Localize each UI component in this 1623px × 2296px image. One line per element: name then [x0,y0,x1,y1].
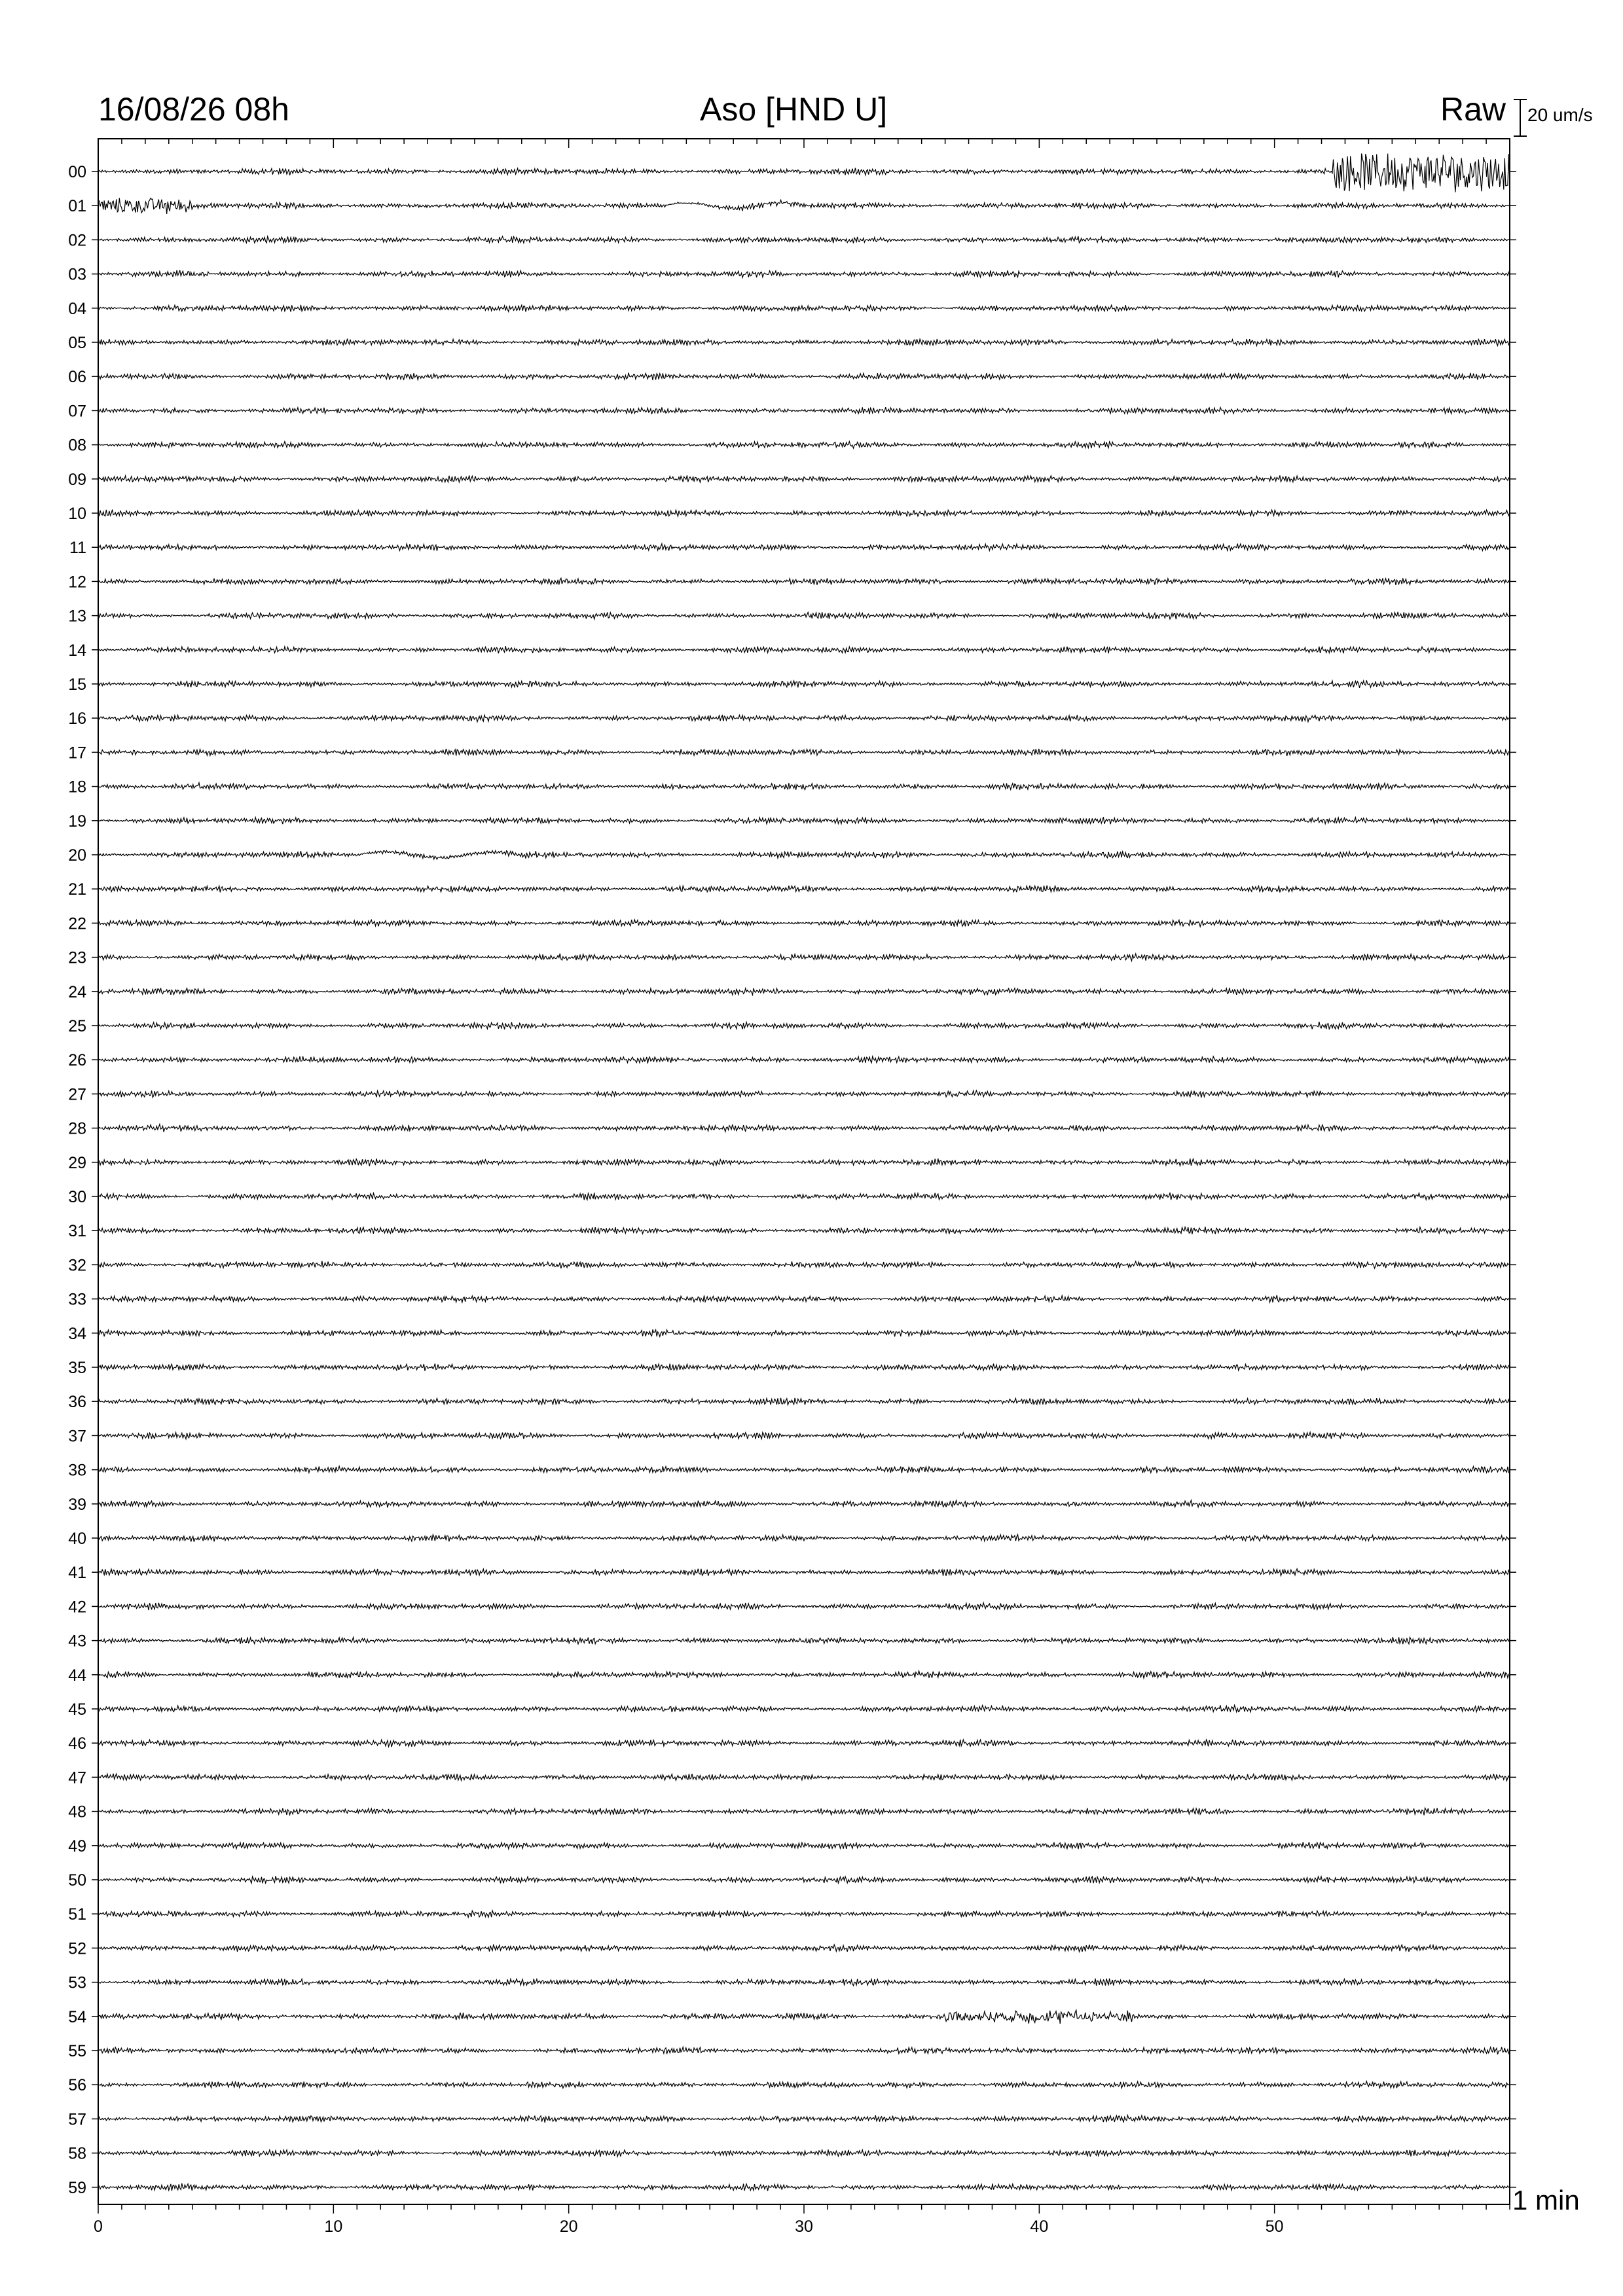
trace-12 [98,578,1510,585]
row-label: 47 [68,1768,86,1787]
trace-22 [98,920,1510,927]
row-label: 34 [68,1324,86,1343]
row-labels [68,163,1516,2197]
row-label: 42 [68,1598,86,1617]
x-unit-label: 1 min [1512,2185,1580,2215]
row-label: 20 [68,846,86,865]
row-label: 16 [68,709,86,728]
trace-56 [98,2081,1510,2089]
trace-44 [98,1671,1510,1678]
row-label: 08 [68,436,86,455]
row-label: 48 [68,1803,86,1821]
trace-40 [98,1535,1510,1542]
trace-10 [98,510,1510,517]
trace-50 [98,1876,1510,1883]
trace-19 [98,817,1510,824]
row-label: 39 [68,1495,86,1514]
row-label: 11 [69,539,86,558]
row-label: 41 [68,1564,86,1583]
trace-48 [98,1808,1510,1815]
trace-30 [98,1193,1510,1200]
row-label: 46 [68,1734,86,1753]
scale-label: 20 um/s [1527,105,1593,125]
trace-05 [98,339,1510,346]
trace-58 [98,2149,1510,2157]
row-label: 54 [68,2007,86,2026]
row-label: 51 [68,1905,86,1924]
x-tick-label: 10 [324,2217,343,2236]
trace-41 [98,1569,1510,1576]
row-label: 02 [68,231,86,250]
station-label: Aso [HND U] [700,91,888,128]
trace-43 [98,1637,1510,1644]
trace-03 [98,270,1510,278]
row-label: 24 [68,982,86,1001]
row-label: 09 [68,470,86,489]
trace-42 [98,1603,1510,1610]
trace-59 [98,2183,1510,2191]
mode-label: Raw [1440,91,1506,128]
trace-11 [98,544,1510,551]
trace-00 [98,154,1510,192]
trace-55 [98,2047,1510,2054]
row-label: 50 [68,1871,86,1890]
trace-49 [98,1842,1510,1850]
date-label: 16/08/26 08h [98,91,289,128]
trace-36 [98,1398,1510,1405]
row-label: 31 [68,1222,86,1241]
row-label: 23 [68,948,86,967]
trace-14 [98,646,1510,653]
row-label: 12 [68,573,86,592]
x-tick-label: 40 [1030,2217,1049,2236]
trace-26 [98,1056,1510,1064]
trace-25 [98,1022,1510,1030]
scale-bar [1514,99,1527,136]
row-label: 06 [68,368,86,387]
row-label: 01 [68,197,86,216]
row-label: 57 [68,2110,86,2129]
row-label: 00 [68,163,86,181]
row-label: 49 [68,1837,86,1856]
x-tick-label: 50 [1265,2217,1284,2236]
row-label: 44 [68,1666,86,1685]
plot-frame [98,139,1510,2204]
row-label: 37 [68,1427,86,1446]
trace-07 [98,407,1510,414]
trace-13 [98,612,1510,619]
trace-39 [98,1500,1510,1507]
trace-23 [98,954,1510,961]
row-label: 25 [68,1017,86,1035]
trace-06 [98,373,1510,380]
row-label: 10 [68,505,86,523]
row-label: 38 [68,1461,86,1480]
row-label: 19 [68,812,86,831]
trace-31 [98,1227,1510,1234]
x-tick-label: 0 [94,2217,103,2236]
row-label: 27 [68,1085,86,1104]
row-label: 35 [68,1359,86,1377]
row-label: 18 [68,778,86,797]
row-label: 58 [68,2144,86,2163]
trace-01 [98,198,1510,214]
row-label: 55 [68,2042,86,2060]
trace-09 [98,475,1510,482]
trace-53 [98,1979,1510,1986]
row-label: 29 [68,1153,86,1172]
row-label: 43 [68,1632,86,1651]
row-label: 04 [68,299,86,318]
trace-04 [98,305,1510,312]
trace-32 [98,1261,1510,1268]
row-label: 03 [68,265,86,284]
trace-16 [98,715,1510,722]
row-label: 32 [68,1256,86,1275]
row-label: 45 [68,1700,86,1719]
row-label: 36 [68,1393,86,1412]
row-label: 53 [68,1973,86,1992]
axis-ticks [98,139,1510,2214]
row-label: 13 [68,607,86,626]
trace-20 [98,851,1510,859]
row-label: 22 [68,914,86,933]
trace-08 [98,441,1510,448]
row-label: 59 [68,2178,86,2197]
trace-18 [98,783,1510,790]
trace-47 [98,1774,1510,1781]
trace-17 [98,749,1510,756]
traces [98,154,1510,2191]
row-label: 40 [68,1530,86,1548]
trace-54 [98,2010,1510,2024]
trace-34 [98,1329,1510,1336]
trace-46 [98,1740,1510,1747]
trace-33 [98,1295,1510,1302]
trace-51 [98,1910,1510,1918]
trace-21 [98,886,1510,893]
trace-57 [98,2115,1510,2123]
trace-29 [98,1158,1510,1166]
x-tick-label: 20 [559,2217,578,2236]
trace-37 [98,1432,1510,1439]
row-label: 26 [68,1051,86,1070]
row-label: 21 [68,880,86,899]
trace-15 [98,680,1510,688]
row-label: 15 [68,675,86,694]
trace-02 [98,236,1510,243]
row-label: 07 [68,402,86,421]
row-label: 28 [68,1119,86,1138]
trace-24 [98,988,1510,995]
x-tick-labels [94,2217,1284,2236]
trace-45 [98,1705,1510,1712]
row-label: 17 [68,744,86,762]
trace-27 [98,1090,1510,1098]
row-label: 56 [68,2076,86,2095]
trace-35 [98,1363,1510,1371]
row-label: 05 [68,334,86,352]
trace-28 [98,1124,1510,1132]
row-label: 14 [68,641,86,660]
trace-52 [98,1945,1510,1952]
x-tick-label: 30 [795,2217,813,2236]
trace-38 [98,1466,1510,1473]
row-label: 52 [68,1939,86,1958]
row-label: 33 [68,1290,86,1309]
row-label: 30 [68,1188,86,1206]
